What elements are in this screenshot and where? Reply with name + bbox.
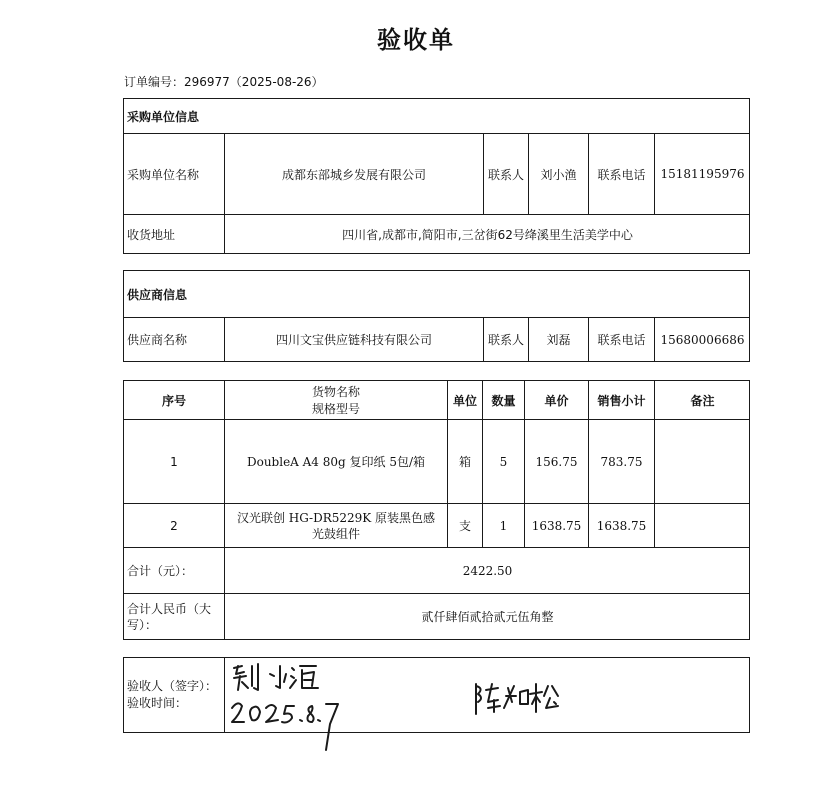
row1-remark <box>654 419 750 503</box>
header-price: 单价 <box>524 381 588 419</box>
row2-price: 1638.75 <box>524 503 588 547</box>
supplier-name-label: 供应商名称 <box>124 317 224 361</box>
handwritten-signature-1 <box>228 660 328 694</box>
row2-remark <box>654 503 750 547</box>
acceptance-section <box>123 657 750 733</box>
row2-subtotal: 1638.75 <box>588 503 654 547</box>
row2-seq: 2 <box>124 503 224 547</box>
row1-unit: 箱 <box>447 419 482 503</box>
row1-price: 156.75 <box>524 419 588 503</box>
time-label: 验收时间： <box>127 696 188 710</box>
header-remark: 备注 <box>654 381 750 419</box>
buyer-phone-label: 联系电话 <box>588 133 654 214</box>
header-unit: 单位 <box>447 381 482 419</box>
acceptance-labels <box>124 658 224 732</box>
signer-label: 验收人（签字）： <box>127 679 218 693</box>
row1-seq: 1 <box>124 419 224 503</box>
supplier-phone-value: 15680006686 <box>654 317 750 361</box>
header-goods-name <box>224 381 447 419</box>
buyer-name-label: 采购单位名称 <box>124 133 224 214</box>
buyer-section-title: 采购单位信息 <box>127 109 200 124</box>
header-name-line2: 规格型号 <box>311 402 360 416</box>
supplier-phone-label: 联系电话 <box>588 317 654 361</box>
buyer-section <box>123 98 750 254</box>
rmb-label: 合计人民币（大写）： <box>124 593 224 639</box>
header-qty: 数量 <box>482 381 524 419</box>
header-name-line1: 货物名称 <box>311 385 360 399</box>
buyer-contact-label: 联系人 <box>483 133 528 214</box>
rmb-value: 贰仟肆佰贰拾贰元伍角整 <box>224 593 750 639</box>
buyer-name-value: 成都东部城乡发展有限公司 <box>224 133 483 214</box>
order-number: 订单编号：296977（2025-08-26） <box>124 75 324 89</box>
buyer-address-value: 四川省,成都市,简阳市,三岔街62号绛溪里生活美学中心 <box>224 214 750 253</box>
header-seq: 序号 <box>161 393 186 408</box>
row1-name: DoubleA A4 80g 复印纸 5包/箱 <box>224 419 447 503</box>
row2-unit: 支 <box>447 503 482 547</box>
row1-subtotal: 783.75 <box>588 419 654 503</box>
total-label: 合计（元）： <box>124 547 224 593</box>
supplier-contact-label: 联系人 <box>483 317 528 361</box>
total-value: 2422.50 <box>224 547 750 593</box>
row2-name: 汉光联创 HG-DR5229K 原装黑色感光鼓组件 <box>224 503 447 547</box>
goods-table <box>123 380 750 640</box>
header-subtotal: 销售小计 <box>588 381 654 419</box>
supplier-name-value: 四川文宝供应链科技有限公司 <box>224 317 483 361</box>
supplier-section-title: 供应商信息 <box>127 287 188 302</box>
row2-qty: 1 <box>482 503 524 547</box>
buyer-address-label: 收货地址 <box>124 214 224 253</box>
row1-qty: 5 <box>482 419 524 503</box>
handwritten-date <box>226 694 346 756</box>
supplier-contact-value: 刘磊 <box>528 317 588 361</box>
handwritten-signature-2 <box>470 678 566 718</box>
supplier-section <box>123 270 750 362</box>
document-title: 验收单 <box>377 26 455 54</box>
buyer-phone-value: 15181195976 <box>654 133 750 214</box>
buyer-contact-value: 刘小渔 <box>528 133 588 214</box>
